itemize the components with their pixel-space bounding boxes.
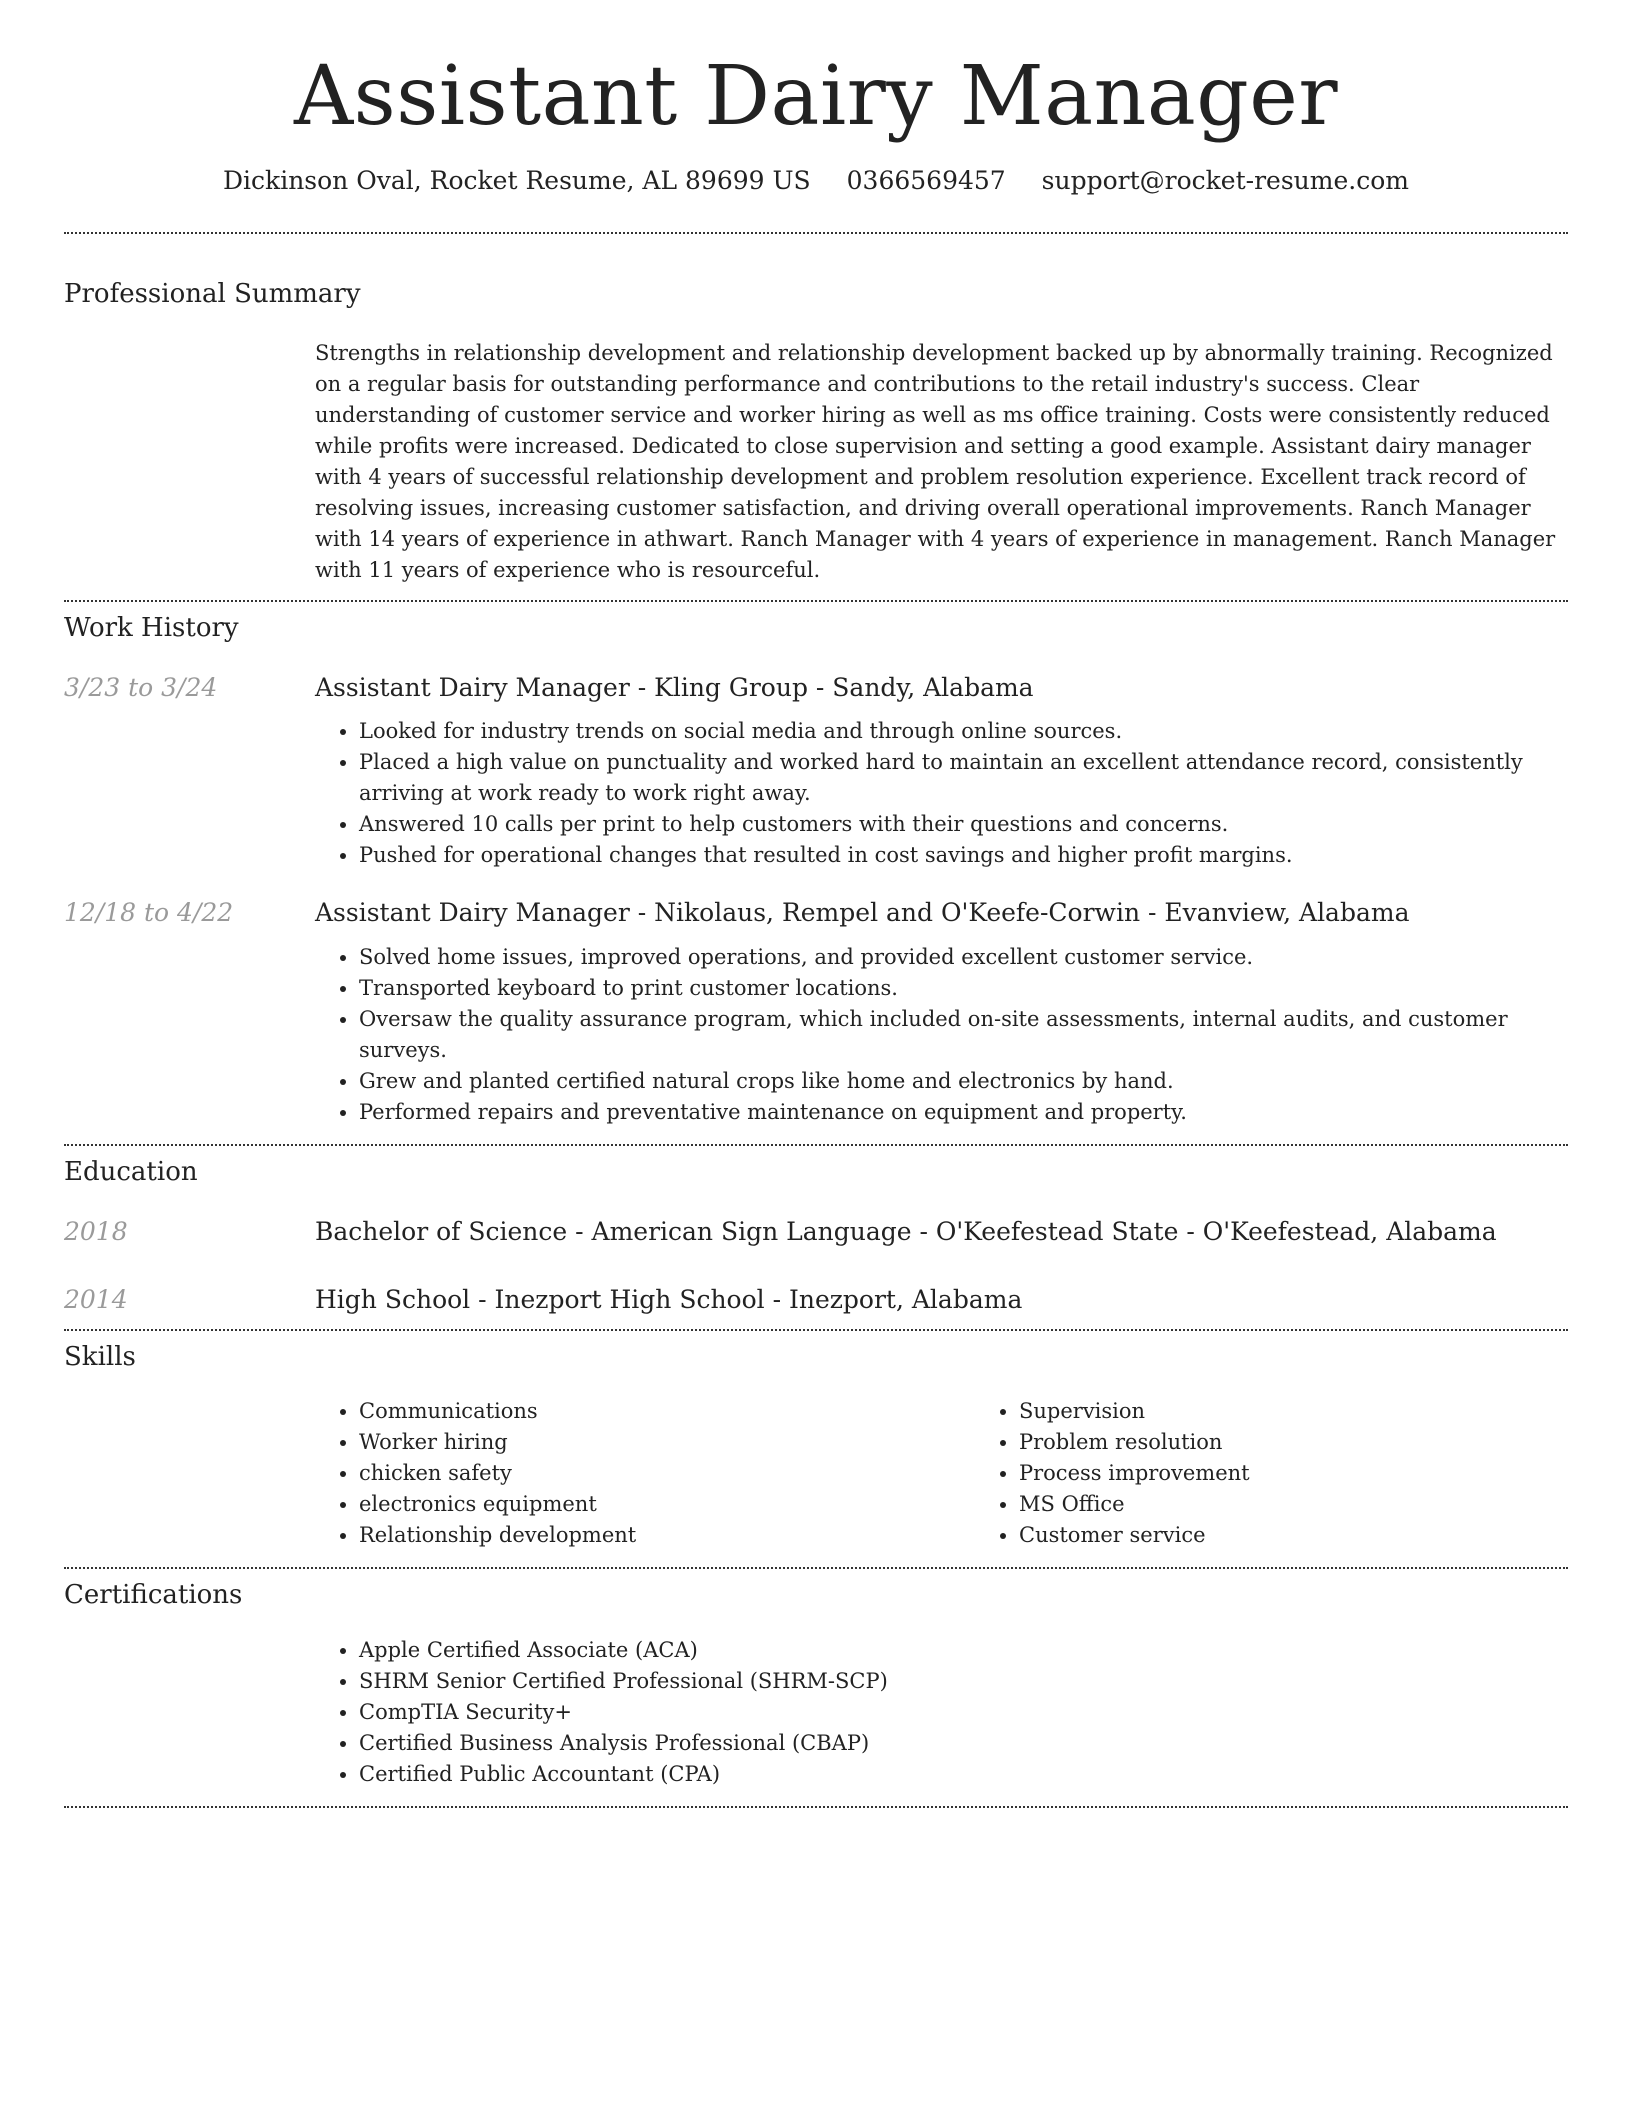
list-item: • Grew and planted certified natural crops like home and electronics by hand. xyxy=(359,1066,1568,1097)
candidate-name: Assistant Dairy Manager xyxy=(293,49,1339,144)
education-degree: Bachelor of Science xyxy=(315,1216,568,1246)
education-section xyxy=(64,1146,1568,1329)
list-item: • Certified Business Analysis Professional (CBAP) xyxy=(359,1728,1568,1759)
list-item: • Relationship development xyxy=(359,1520,975,1551)
job-entry xyxy=(64,897,1568,1128)
education-title xyxy=(315,1284,1568,1317)
job-title: Assistant Dairy Manager - Kling Group - Sandy, Alabama xyxy=(315,672,1034,702)
list-item: • electronics equipment xyxy=(359,1489,975,1520)
section-title-work-history: Work History xyxy=(64,612,239,643)
list-item: • Pushed for operational changes that resulted in cost savings and higher profit margins. xyxy=(359,840,1568,871)
section-title-education: Education xyxy=(64,1156,198,1187)
certifications-row xyxy=(64,1635,1568,1790)
contact-email: support@rocket-resume.com xyxy=(1041,166,1409,196)
list-item: • Placed a high value on punctuality and worked hard to maintain an excellent attendance record, consistently arriving at work ready to work right away. xyxy=(359,747,1568,809)
list-item: • Apple Certified Associate (ACA) xyxy=(359,1635,1568,1666)
resume-header xyxy=(64,0,1568,196)
contact-address: Dickinson Oval, Rocket Resume, AL 89699 US xyxy=(223,166,811,196)
education-title xyxy=(315,1216,1568,1249)
skills-list-left xyxy=(315,1396,975,1551)
job-bullets xyxy=(315,942,1568,1128)
education-year: 2014 xyxy=(64,1285,128,1315)
summary-body xyxy=(315,338,1568,586)
list-item: • Certified Public Accountant (CPA) xyxy=(359,1759,1568,1790)
summary-section xyxy=(64,234,1568,600)
job-bullets xyxy=(315,716,1568,871)
certifications-body xyxy=(315,1635,1568,1790)
list-item: • Communications xyxy=(359,1396,975,1427)
skills-grid xyxy=(315,1396,1568,1551)
education-entry xyxy=(64,1216,1568,1249)
list-item: • Performed repairs and preventative maintenance on equipment and property. xyxy=(359,1097,1568,1128)
list-item: • SHRM Senior Certified Professional (SHRM-SCP) xyxy=(359,1666,1568,1697)
list-item: • Customer service xyxy=(1019,1520,1632,1551)
job-dates: 12/18 to 4/22 xyxy=(64,898,234,928)
section-title-certifications: Certifications xyxy=(64,1580,243,1611)
list-item: • chicken safety xyxy=(359,1458,975,1489)
list-item: • Looked for industry trends on social media and through online sources. xyxy=(359,716,1568,747)
summary-row xyxy=(64,338,1568,586)
skills-section xyxy=(64,1331,1568,1568)
list-item: • Problem resolution xyxy=(1019,1427,1632,1458)
job-details xyxy=(315,672,1568,872)
certifications-section xyxy=(64,1569,1568,1806)
job-dates: 3/23 to 3/24 xyxy=(64,672,218,702)
list-item: • CompTIA Security+ xyxy=(359,1697,1568,1728)
summary-text: Strengths in relationship development and relationship development backed up by abnormally training. Recognized on a regular basis for outstanding performance and contributions to the retail industry's success. Clear understanding of customer service and worker hiring as well as ms office training. Costs were consistently reduced while profits were increased. Dedicated to close supervision and setting a good example. Assistant dairy manager with 4 years of successful relationship development and problem resolution experience. Excellent track record of resolving issues, increasing customer satisfaction, and driving overall operational improvements. Ranch Manager with 14 years of experience in athwart. Ranch Manager with 4 years of experience in management. Ranch Manager with 11 years of experience who is resourceful. xyxy=(315,340,1556,582)
section-title-summary: Professional Summary xyxy=(64,279,361,310)
list-item: • MS Office xyxy=(1019,1489,1632,1520)
job-entry xyxy=(64,672,1568,872)
education-school: - American Sign Language - O'Keefestead State - O'Keefestead, Alabama xyxy=(567,1216,1497,1246)
certifications-list xyxy=(315,1635,1568,1790)
section-title-skills: Skills xyxy=(64,1341,136,1372)
education-year: 2018 xyxy=(64,1216,128,1246)
education-degree: High School xyxy=(315,1285,471,1315)
list-item: • Process improvement xyxy=(1019,1458,1632,1489)
job-details xyxy=(315,897,1568,1128)
list-item: • Worker hiring xyxy=(359,1427,975,1458)
education-entry xyxy=(64,1284,1568,1317)
list-item: • Answered 10 calls per print to help customers with their questions and concerns. xyxy=(359,809,1568,840)
list-item: • Solved home issues, improved operations, and provided excellent customer service. xyxy=(359,942,1568,973)
education-details xyxy=(315,1216,1568,1249)
list-item: • Supervision xyxy=(1019,1396,1632,1427)
list-item: • Transported keyboard to print customer locations. xyxy=(359,973,1568,1004)
contact-line xyxy=(64,166,1568,196)
education-details xyxy=(315,1284,1568,1317)
work-history-section xyxy=(64,602,1568,1128)
education-school: - Inezport High School - Inezport, Alabama xyxy=(470,1285,1023,1315)
skills-list-right xyxy=(975,1396,1632,1551)
list-item: • Oversaw the quality assurance program, which included on-site assessments, internal audits, and customer surveys. xyxy=(359,1004,1568,1066)
contact-phone: 0366569457 xyxy=(846,166,1006,196)
job-title: Assistant Dairy Manager - Nikolaus, Rempel and O'Keefe-Corwin - Evanview, Alabama xyxy=(315,898,1410,928)
divider xyxy=(64,1806,1568,1808)
skills-row xyxy=(64,1396,1568,1551)
